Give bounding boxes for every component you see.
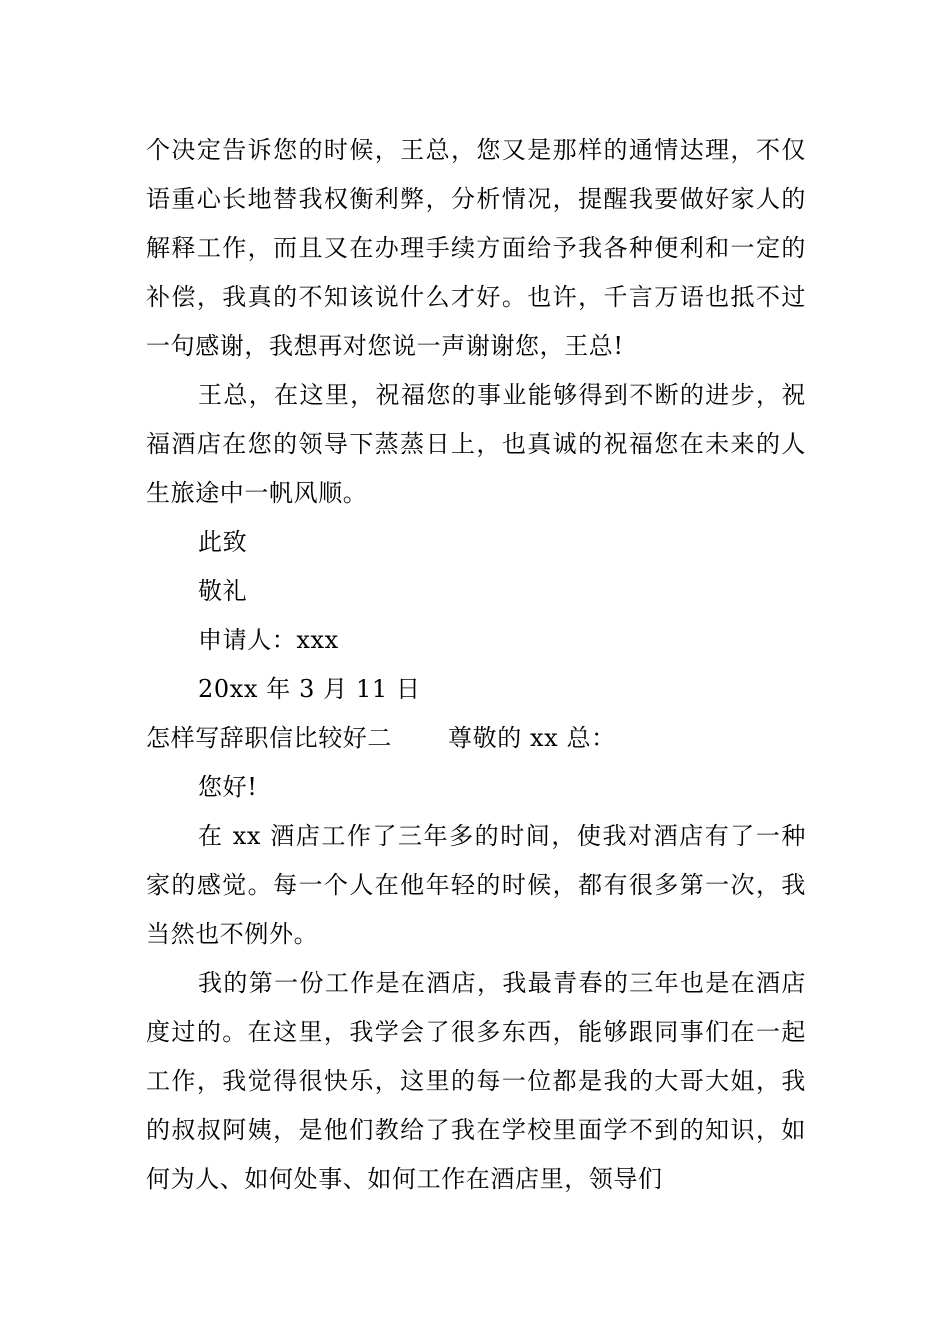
paragraph-continuation: 个决定告诉您的时候，王总，您又是那样的通情达理，不仅语重心长地替我权衡利弊，分析情况，提醒我要做好家人的解释工作，而且又在办理手续方面给予我各种便利和一定的补偿，我真的不知该说什么才好。也许，千言万语也抵不过一句感谢，我想再对您说一声谢谢您，王总! xyxy=(146,136,806,360)
section-two-heading xyxy=(146,714,806,763)
applicant-line: 申请人：xxx xyxy=(198,626,339,654)
section-two-title: 怎样写辞职信比较好二 xyxy=(146,724,392,752)
greeting-line: 您好! xyxy=(198,773,258,801)
closing-salutation-1: 此致 xyxy=(198,528,248,556)
section-two-addressee: 尊敬的 xx 总： xyxy=(448,724,616,752)
paragraph-blessing: 王总，在这里，祝福您的事业能够得到不断的进步，祝福酒店在您的领导下蒸蒸日上，也真诚的祝福您在未来的人生旅途中一帆风顺。 xyxy=(146,381,806,507)
closing-salutation-2: 敬礼 xyxy=(198,577,248,605)
date-line: 20xx 年 3 月 11 日 xyxy=(198,675,421,703)
document-body xyxy=(146,126,806,1204)
paragraph-hotel-feeling: 在 xx 酒店工作了三年多的时间，使我对酒店有了一种家的感觉。每一个人在他年轻的时候，都有很多第一次，我当然也不例外。 xyxy=(146,822,806,948)
paragraph-first-job: 我的第一份工作是在酒店，我最青春的三年也是在酒店度过的。在这里，我学会了很多东西，能够跟同事们在一起工作，我觉得很快乐，这里的每一位都是我的大哥大姐，我的叔叔阿姨，是他们教给了我在学校里面学不到的知识，如何为人、如何处事、如何工作在酒店里，领导们 xyxy=(146,969,806,1193)
